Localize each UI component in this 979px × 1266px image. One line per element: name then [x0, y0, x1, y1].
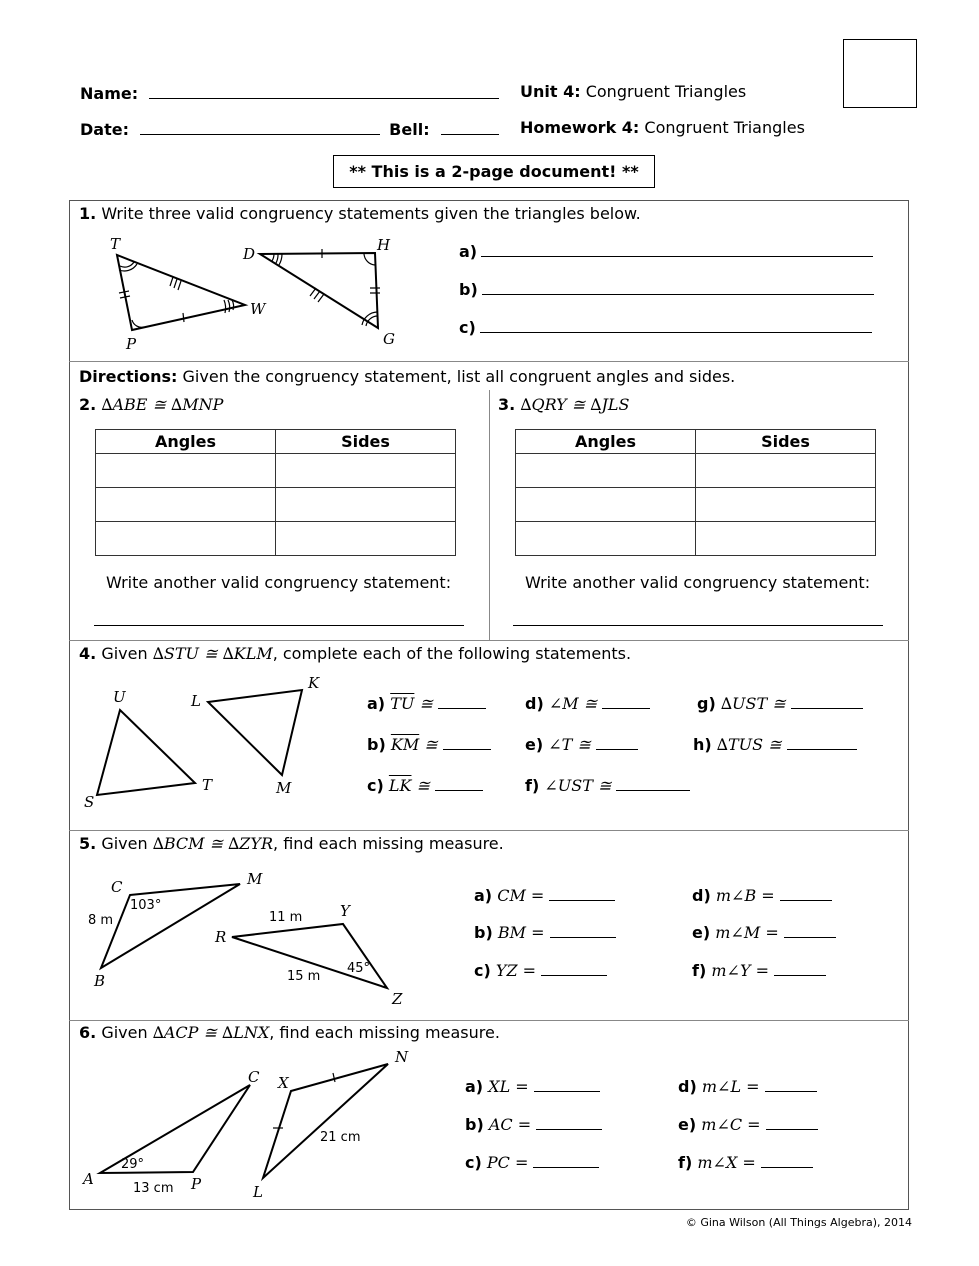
q3-heading	[498, 395, 629, 414]
q4-given: Given	[101, 644, 148, 663]
vertex-label: C	[248, 1068, 260, 1086]
date-label: Date:	[80, 120, 129, 139]
q4-item-h	[693, 733, 857, 754]
q4-item-c	[367, 774, 483, 795]
divider	[69, 830, 909, 831]
q6-number: 6.	[79, 1023, 97, 1042]
divider	[69, 640, 909, 641]
q1-text: Write three valid congruency statements given the triangles below.	[101, 204, 641, 223]
q4-item-f	[525, 774, 690, 795]
item-label: f)	[678, 1153, 693, 1172]
answer-blank[interactable]	[541, 959, 607, 976]
side-measure: 13 cm	[133, 1181, 174, 1196]
item-label: g)	[697, 694, 716, 713]
q4-rest: , complete each of the following statements.	[272, 644, 632, 663]
q4-item-b	[367, 733, 491, 754]
bell-label: Bell:	[389, 120, 430, 139]
table-cell[interactable]	[516, 454, 696, 488]
q5-statement: ∆BCM ≅ ∆ZYR	[152, 834, 274, 853]
q6-item-f	[678, 1151, 813, 1172]
q6-item-c	[465, 1151, 599, 1172]
answer-label: a)	[459, 242, 478, 261]
answer-blank[interactable]	[787, 733, 857, 750]
answer-label: b)	[459, 280, 478, 299]
item-expr: PC =	[486, 1153, 529, 1172]
unit-label: Unit 4:	[520, 82, 581, 101]
vertex-label: T	[202, 776, 213, 794]
q2-answer-line[interactable]	[94, 625, 464, 626]
q6-item-b	[465, 1113, 602, 1134]
answer-blank[interactable]	[481, 240, 873, 257]
item-expr: m∠X =	[697, 1153, 756, 1172]
item-label: d)	[692, 886, 711, 905]
answer-blank[interactable]	[616, 774, 690, 791]
date-field[interactable]	[140, 118, 380, 135]
vertex-label: L	[253, 1183, 263, 1201]
item-label: e)	[525, 735, 544, 754]
vertex-label: D	[243, 245, 256, 263]
q5-item-a	[474, 884, 615, 905]
table-cell[interactable]	[276, 488, 456, 522]
directions-text: Given the congruency statement, list all congruent angles and sides.	[182, 367, 736, 386]
directions-label: Directions:	[79, 367, 178, 386]
table-cell[interactable]	[516, 522, 696, 556]
vertex-label: M	[276, 779, 292, 797]
q6-statement: ∆ACP ≅ ∆LNX	[152, 1023, 270, 1042]
item-label: a)	[465, 1077, 484, 1096]
vertex-label: L	[191, 692, 201, 710]
q2-heading	[79, 395, 223, 414]
divider	[69, 1020, 909, 1021]
q5-item-e	[692, 921, 836, 942]
item-label: f)	[525, 776, 540, 795]
item-expr: ∠T ≅	[548, 735, 591, 754]
answer-blank[interactable]	[533, 1151, 599, 1168]
vertex-label: H	[377, 236, 391, 254]
vertex-label: Z	[392, 990, 403, 1008]
vertex-label: N	[395, 1048, 409, 1066]
item-label: b)	[367, 735, 386, 754]
score-box[interactable]	[843, 39, 917, 108]
item-expr: m∠B =	[715, 886, 775, 905]
table-cell[interactable]	[696, 522, 876, 556]
vertex-label: A	[83, 1170, 94, 1188]
item-rel: ≅	[411, 776, 430, 795]
q2-statement: ∆ABE ≅ ∆MNP	[101, 395, 224, 414]
item-rel: ≅	[414, 694, 433, 713]
table-cell[interactable]	[276, 454, 456, 488]
vertex-label: W	[250, 300, 266, 318]
q2-number: 2.	[79, 395, 97, 414]
item-label: a)	[474, 886, 493, 905]
q5-item-b	[474, 921, 616, 942]
angles-header: Angles	[96, 430, 276, 454]
q6-item-e	[678, 1113, 818, 1134]
answer-blank[interactable]	[761, 1151, 813, 1168]
side-measure: 21 cm	[320, 1130, 361, 1145]
homework-name: Congruent Triangles	[644, 118, 805, 137]
q5-rest: , find each missing measure.	[273, 834, 504, 853]
item-expr: m∠C =	[701, 1115, 761, 1134]
item-label: h)	[693, 735, 712, 754]
vertex-label: S	[84, 793, 95, 811]
answer-blank[interactable]	[550, 921, 616, 938]
vertex-label: P	[126, 335, 137, 353]
item-expr: YZ =	[495, 961, 537, 980]
q6-item-a	[465, 1075, 600, 1096]
item-expr: ∆TUS ≅	[716, 735, 782, 754]
q5-number: 5.	[79, 834, 97, 853]
q5-item-f	[692, 959, 826, 980]
bell-field[interactable]	[441, 118, 499, 135]
answer-blank[interactable]	[435, 774, 483, 791]
answer-blank[interactable]	[534, 1075, 600, 1092]
item-label: e)	[692, 923, 711, 942]
name-label: Name:	[80, 84, 139, 103]
q1-number: 1.	[79, 204, 97, 223]
angle-measure: 45°	[347, 961, 371, 976]
q4-item-d	[525, 692, 650, 713]
vertex-label: C	[111, 878, 123, 896]
copyright: © Gina Wilson (All Things Algebra), 2014	[685, 1216, 912, 1229]
table-cell[interactable]	[96, 454, 276, 488]
two-page-notice: ** This is a 2-page document! **	[333, 155, 655, 188]
vertex-label: T	[110, 235, 121, 253]
item-expr: ∆UST ≅	[720, 694, 786, 713]
item-label: c)	[474, 961, 491, 980]
answer-blank[interactable]	[549, 884, 615, 901]
item-label: f)	[692, 961, 707, 980]
side-measure: 15 m	[287, 969, 321, 984]
item-expr: XL =	[488, 1077, 529, 1096]
item-label: d)	[525, 694, 544, 713]
answer-blank[interactable]	[791, 692, 863, 709]
table-cell[interactable]	[696, 454, 876, 488]
q3-number: 3.	[498, 395, 516, 414]
q1-answer-a	[459, 240, 873, 261]
item-expr: m∠Y =	[711, 961, 770, 980]
unit-name: Congruent Triangles	[585, 82, 747, 101]
name-field[interactable]	[149, 82, 499, 99]
answer-blank[interactable]	[596, 733, 638, 750]
answer-blank[interactable]	[774, 959, 826, 976]
date-row	[80, 118, 499, 139]
divider	[69, 361, 909, 362]
item-label: c)	[465, 1153, 482, 1172]
vertex-label: Y	[340, 902, 350, 920]
angles-header: Angles	[516, 430, 696, 454]
item-rel: ≅	[419, 735, 438, 754]
item-label: d)	[678, 1077, 697, 1096]
q4-item-g	[697, 692, 863, 713]
answer-blank[interactable]	[536, 1113, 602, 1130]
q6-given: Given	[101, 1023, 148, 1042]
table-cell[interactable]	[516, 488, 696, 522]
vertex-label: G	[383, 330, 395, 348]
homework-label: Homework 4:	[520, 118, 640, 137]
q6-item-d	[678, 1075, 817, 1096]
table-cell[interactable]	[696, 488, 876, 522]
unit-title	[520, 82, 746, 101]
q1-answer-b	[459, 278, 874, 299]
vertex-label: K	[308, 674, 320, 692]
vertex-label: R	[215, 928, 227, 946]
table-cell[interactable]	[96, 522, 276, 556]
item-expr: ∠M ≅	[548, 694, 598, 713]
item-expr: AC =	[488, 1115, 532, 1134]
answer-blank[interactable]	[780, 884, 832, 901]
q5-item-c	[474, 959, 607, 980]
q3-statement: ∆QRY ≅ ∆JLS	[520, 395, 630, 414]
q4-prompt	[79, 644, 631, 663]
answer-blank[interactable]	[766, 1113, 818, 1130]
q4-statement: ∆STU ≅ ∆KLM	[152, 644, 273, 663]
q4-item-e	[525, 733, 638, 754]
q4-number: 4.	[79, 644, 97, 663]
column-divider	[489, 390, 490, 640]
q5-item-d	[692, 884, 832, 905]
q6-prompt	[79, 1023, 500, 1042]
item-label: a)	[367, 694, 386, 713]
q5-given: Given	[101, 834, 148, 853]
item-expr: m∠M =	[715, 923, 779, 942]
vertex-label: P	[191, 1175, 202, 1193]
angle-measure: 29°	[121, 1157, 145, 1172]
q3-table	[515, 429, 876, 556]
answer-blank[interactable]	[480, 316, 872, 333]
item-label: b)	[474, 923, 493, 942]
item-label: c)	[367, 776, 384, 795]
q6-rest: , find each missing measure.	[269, 1023, 500, 1042]
answer-blank[interactable]	[443, 733, 491, 750]
answer-blank[interactable]	[482, 278, 874, 295]
item-expr: $\overline{TU}$	[390, 694, 415, 713]
item-expr: $\overline{LK}$	[388, 776, 412, 795]
q2-prompt: Write another valid congruency statement:	[106, 573, 452, 592]
name-row	[80, 82, 499, 103]
q1-answer-c	[459, 316, 872, 337]
item-expr: ∠UST ≅	[544, 776, 612, 795]
homework-title	[520, 118, 805, 137]
answer-blank[interactable]	[765, 1075, 817, 1092]
q1-prompt	[79, 204, 641, 223]
sides-header: Sides	[276, 430, 456, 454]
item-expr: BM =	[497, 923, 545, 942]
vertex-label: X	[278, 1074, 289, 1092]
vertex-label: B	[94, 972, 106, 990]
side-measure: 11 m	[269, 910, 303, 925]
item-label: b)	[465, 1115, 484, 1134]
q5-prompt	[79, 834, 504, 853]
answer-blank[interactable]	[602, 692, 650, 709]
vertex-label: M	[247, 870, 263, 888]
table-cell[interactable]	[276, 522, 456, 556]
side-measure: 8 m	[88, 913, 114, 928]
item-expr: CM =	[497, 886, 545, 905]
answer-blank[interactable]	[784, 921, 836, 938]
q2-table	[95, 429, 456, 556]
answer-blank[interactable]	[438, 692, 486, 709]
answer-label: c)	[459, 318, 476, 337]
item-expr: m∠L =	[701, 1077, 760, 1096]
vertex-label: U	[113, 688, 126, 706]
table-cell[interactable]	[96, 488, 276, 522]
item-label: e)	[678, 1115, 697, 1134]
q3-prompt: Write another valid congruency statement:	[525, 573, 871, 592]
sides-header: Sides	[696, 430, 876, 454]
item-expr: $\overline{KM}$	[390, 735, 420, 754]
q3-answer-line[interactable]	[513, 625, 883, 626]
angle-measure: 103°	[130, 898, 162, 913]
directions	[79, 367, 735, 386]
q4-item-a	[367, 692, 486, 713]
